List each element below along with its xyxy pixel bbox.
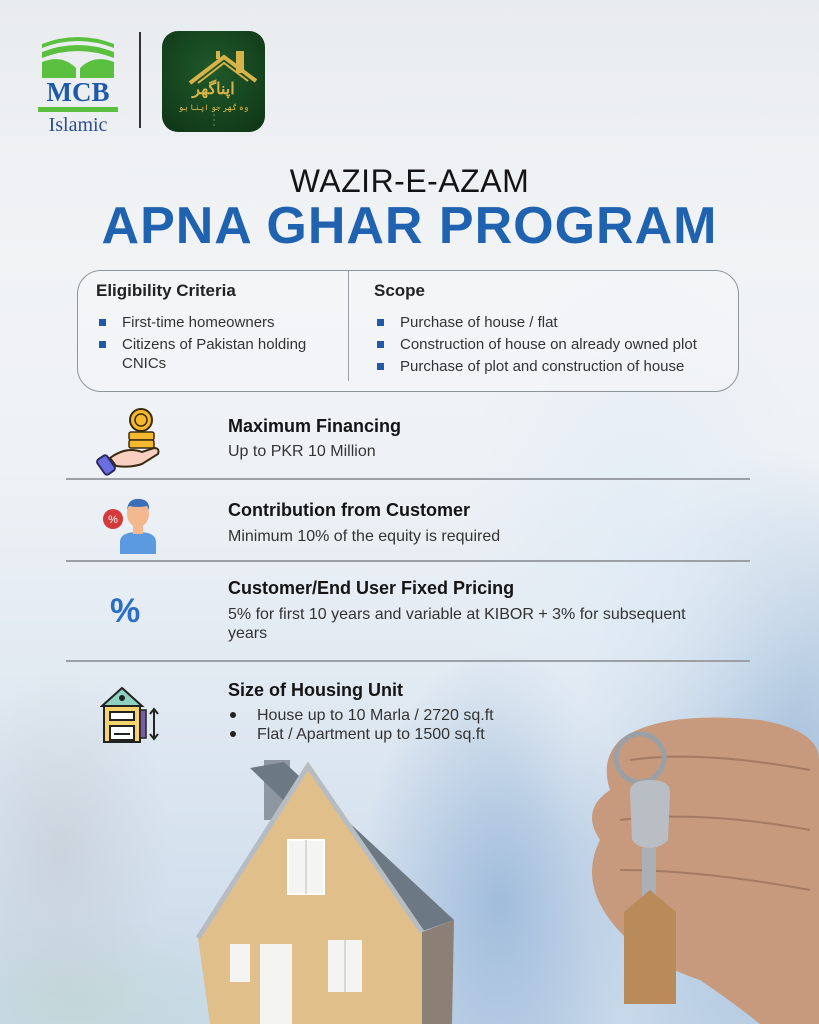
feature-title: Size of Housing Unit	[228, 680, 403, 700]
page-title: APNA GHAR PROGRAM	[101, 197, 718, 255]
list-item: First-time homeowners	[98, 313, 338, 332]
mcb-islamic-logo	[36, 34, 120, 136]
bullet-dot-icon	[230, 712, 236, 718]
feature-fixed-pricing	[66, 572, 750, 652]
feature-title: Customer/End User Fixed Pricing	[228, 578, 515, 598]
scope-heading: Scope	[374, 281, 426, 300]
square-bullet-icon	[99, 341, 106, 348]
feature-description: Minimum 10% of the equity is required	[228, 528, 501, 545]
feature-title: Maximum Financing	[228, 416, 402, 436]
section-divider	[66, 478, 750, 480]
model-house-photo	[190, 752, 460, 1024]
svg-text:%: %	[108, 514, 118, 526]
mcb-book-icon	[38, 34, 118, 80]
bullet-dot-icon	[230, 731, 236, 737]
section-divider	[66, 560, 750, 562]
list-item: House up to 10 Marla / 2720 sq.ft	[228, 706, 494, 725]
feature-title: Contribution from Customer	[228, 500, 470, 520]
square-bullet-icon	[99, 319, 106, 326]
list-item: Flat / Apartment up to 1500 sq.ft	[228, 725, 494, 744]
square-bullet-icon	[377, 341, 384, 348]
apna-ghar-logo	[162, 31, 265, 132]
square-bullet-icon	[377, 319, 384, 326]
program-urdu-title: اپناگھر	[192, 81, 235, 98]
list-item: Construction of house on already owned plot	[376, 335, 736, 354]
mcb-wordmark: MCB	[46, 77, 110, 107]
eyebrow-title: WAZIR-E-AZAM	[289, 163, 530, 199]
person-percent-icon	[102, 494, 160, 554]
housing-size-list	[228, 706, 494, 744]
feature-customer-contribution	[66, 490, 750, 555]
mcb-islamic-label: Islamic	[48, 114, 108, 136]
section-divider	[66, 660, 750, 662]
eligibility-column	[78, 271, 348, 391]
hand-holding-keys-photo	[580, 700, 819, 1024]
mcb-green-bar	[38, 107, 118, 112]
list-item: Purchase of house / flat	[376, 313, 736, 332]
percent-icon: %	[110, 592, 141, 630]
eligibility-list	[98, 313, 338, 376]
feature-maximum-financing	[66, 404, 750, 474]
list-item: Citizens of Pakistan holding CNICs	[98, 335, 338, 373]
scope-list	[376, 313, 736, 379]
criteria-box	[77, 270, 739, 392]
feature-description: Up to PKR 10 Million	[228, 443, 376, 460]
hand-coins-icon	[96, 406, 162, 476]
program-urdu-tagline: وہ گھر جو اپنا ہو	[178, 103, 249, 112]
eligibility-heading: Eligibility Criteria	[96, 281, 236, 300]
scope-column	[348, 271, 738, 381]
square-bullet-icon	[377, 363, 384, 370]
house-size-icon	[100, 684, 162, 744]
logo-divider	[139, 32, 141, 128]
list-item: Purchase of plot and construction of house	[376, 357, 736, 376]
feature-description: 5% for first 10 years and variable at KIBOR + 3% for subsequent years	[228, 606, 686, 642]
